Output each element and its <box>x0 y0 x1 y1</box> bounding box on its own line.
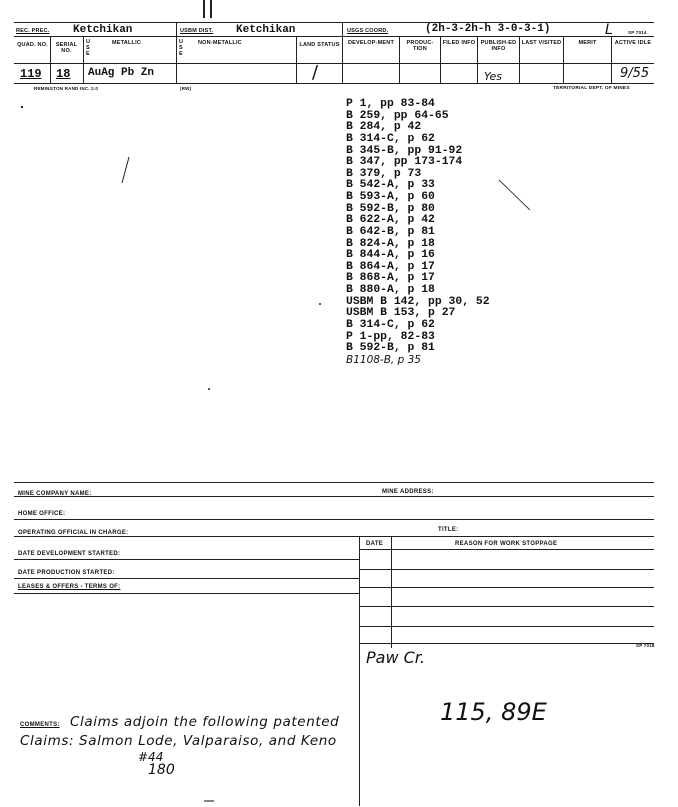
reference-item: B 314-C, p 62 <box>346 318 435 331</box>
printer-line-code: (RW) <box>180 86 192 91</box>
col-last-visited: LAST VISITED <box>521 40 562 46</box>
speck-mark <box>207 387 211 391</box>
usgs-coord-value: (2h-3-2h-h 3-0-3-1) <box>425 23 551 35</box>
col-active-idle: ACTIVE IDLE <box>614 40 652 46</box>
form-rule-6 <box>14 593 359 594</box>
leases-offers-label: LEASES & OFFERS - TERMS OF: <box>18 584 121 590</box>
col-published-info: PUBLISH-ED INFO <box>480 40 517 52</box>
reference-item: B 642-B, p 81 <box>346 225 435 238</box>
divider <box>477 36 478 83</box>
col-use-2: U S E <box>179 39 184 57</box>
reference-item: B 592-B, p 81 <box>346 342 435 355</box>
stoppage-header-rule <box>359 549 654 550</box>
record-serial-no: 18 <box>56 67 71 81</box>
stoppage-row-rule <box>359 606 654 607</box>
reference-item: B 844-A, p 16 <box>346 249 435 262</box>
speck-mark <box>318 302 322 306</box>
reference-item: B 880-A, p 18 <box>346 284 435 296</box>
col-development: DEVELOP-MENT <box>347 40 395 46</box>
coordinate-note: 115, 89E <box>440 698 547 726</box>
reference-item: B 592-B, p 80 <box>346 202 435 215</box>
printer-line: REMINGTON RAND INC. 2.0 <box>34 86 99 91</box>
divider <box>83 36 84 83</box>
date-development-started-label: DATE DEVELOPMENT STARTED: <box>18 551 121 557</box>
col-production: PRODUC-TION <box>406 40 434 52</box>
form-rule-5 <box>14 578 359 579</box>
form-top-rule <box>14 482 654 483</box>
date-production-started-label: DATE PRODUCTION STARTED: <box>18 570 115 576</box>
header-row1-rule <box>14 36 654 37</box>
comments-label: COMMENTS: <box>20 722 60 728</box>
usbm-dist-label: USBM DIST. <box>180 28 214 34</box>
reference-item: B 542-A, p 33 <box>346 179 435 192</box>
header-bottom-rule <box>14 83 654 84</box>
stoppage-row-rule <box>359 643 654 644</box>
usgs-coord-label: USGS COORD. <box>347 28 389 34</box>
record-land-status: / <box>312 62 319 83</box>
header-top-rule <box>14 22 654 23</box>
rec-prec-label: REC. PREC. <box>16 28 50 34</box>
record-published-info: Yes <box>484 70 503 83</box>
comments-line-2: Claims: Salmon Lode, Valparaiso, and Keno <box>20 733 337 749</box>
corner-mark: L <box>605 22 613 38</box>
reference-item-handwritten: B1108-B, p 35 <box>346 353 421 366</box>
paw-creek-note: Paw Cr. <box>366 648 425 667</box>
reference-item: P 1-pp, 82-83 <box>346 330 435 343</box>
col-serial-no: SERIAL NO. <box>55 42 78 54</box>
record-quad-no: 119 <box>20 67 42 81</box>
reference-item: USBM B 153, p 27 <box>346 307 456 320</box>
divider <box>342 36 343 83</box>
record-active-idle: 9/55 <box>620 66 650 81</box>
divider <box>440 36 441 83</box>
header-row2-rule <box>14 63 654 64</box>
form-code-bottom: SP 7018 <box>636 643 655 648</box>
divider <box>399 36 400 83</box>
reason-column-header: REASON FOR WORK STOPPAGE <box>455 541 558 547</box>
reference-item: B 593-A, p 60 <box>346 191 435 203</box>
divider <box>176 36 177 83</box>
form-code-top: SP 7014 <box>628 30 647 35</box>
reference-item: P 1, pp 83-84 <box>346 98 435 110</box>
reference-item: B 345-B, pp 91-92 <box>346 144 463 157</box>
speck-mark <box>20 105 24 109</box>
reference-item: B 622-A, p 42 <box>346 214 435 227</box>
home-office-label: HOME OFFICE: <box>18 511 66 517</box>
form-rule-3 <box>14 536 654 537</box>
speck-mark <box>203 798 215 804</box>
divider <box>391 536 392 648</box>
reference-item: B 347, pp 173-174 <box>346 156 463 169</box>
reference-item: USBM B 142, pp 30, 52 <box>346 295 490 308</box>
reference-item: B 284, p 42 <box>346 121 422 134</box>
usbm-dist-value: Ketchikan <box>236 24 296 36</box>
col-use-1: U S E <box>86 39 91 57</box>
reference-item: B 868-A, p 17 <box>346 272 435 285</box>
mine-company-name-label: MINE COMPANY NAME: <box>18 491 92 497</box>
stoppage-row-rule <box>359 626 654 627</box>
form-rule-4 <box>14 559 359 560</box>
record-metallic: AuAg Pb Zn <box>88 67 155 79</box>
col-filed-info: FILED INFO <box>442 40 476 46</box>
col-land-status: LAND STATUS <box>299 42 340 48</box>
divider <box>611 36 612 83</box>
divider <box>342 22 343 36</box>
date-column-header: DATE <box>366 541 384 547</box>
mine-address-label: MINE ADDRESS: <box>382 489 434 495</box>
form-rule-2 <box>14 519 654 520</box>
divider <box>563 36 564 83</box>
col-non-metallic: NON-METALLIC <box>198 40 242 46</box>
binder-tab <box>200 0 222 20</box>
pencil-stroke-mark <box>497 178 533 214</box>
reference-item: B 314-C, p 62 <box>346 132 435 145</box>
operating-official-label: OPERATING OFFICIAL IN CHARGE: <box>18 530 129 536</box>
divider <box>359 536 360 806</box>
title-label: TITLE: <box>438 527 459 533</box>
divider <box>296 36 297 83</box>
divider <box>176 22 177 36</box>
territorial-label: TERRITORIAL DEPT. OF MINES <box>553 86 630 91</box>
col-metallic: METALLIC <box>112 40 141 46</box>
form-rule-1 <box>14 496 654 497</box>
pencil-stroke-mark <box>118 155 132 185</box>
reference-item: B 864-A, p 17 <box>346 260 435 273</box>
col-merit: MERIT <box>578 40 597 46</box>
comments-note-180: 180 <box>148 762 175 778</box>
comments-line-1: Claims adjoin the following patented <box>70 714 340 730</box>
rec-prec-value: Ketchikan <box>73 24 133 36</box>
reference-item: B 379, p 73 <box>346 167 422 180</box>
references-list <box>346 99 490 366</box>
reference-item: B 259, pp 64-65 <box>346 109 449 122</box>
col-quad-no: QUAD. NO. <box>17 42 48 48</box>
divider <box>519 36 520 83</box>
comments-note-44: #44 <box>138 750 164 764</box>
reference-item: B 824-A, p 18 <box>346 237 435 250</box>
stoppage-row-rule <box>359 587 654 588</box>
stoppage-row-rule <box>359 569 654 570</box>
